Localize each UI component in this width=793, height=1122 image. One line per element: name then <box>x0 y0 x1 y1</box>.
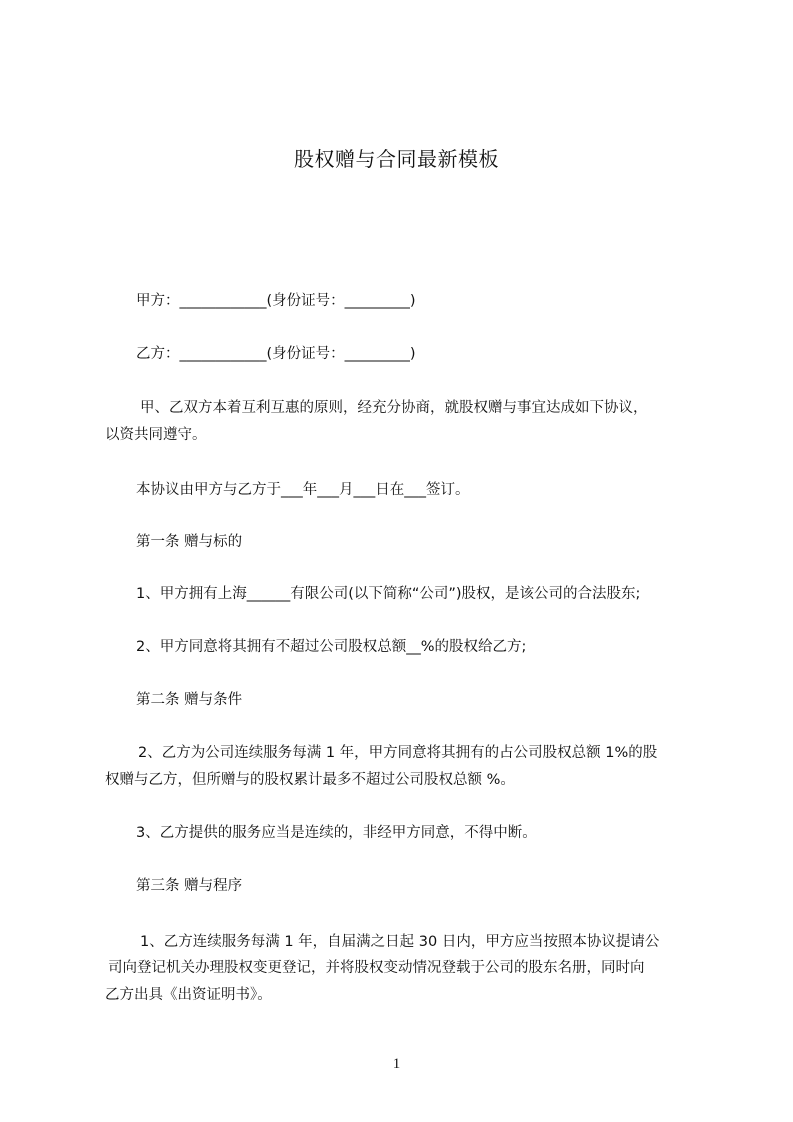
article-2-clause-2-line-1: 2、乙方为公司连续服务每满 1 年，甲方同意将其拥有的占公司股权总额 1%的股 <box>138 745 658 761</box>
page-number: 1 <box>392 1056 401 1072</box>
article-2-heading: 第二条 赠与条件 <box>136 692 243 708</box>
party-a-line: 甲方：____________(身份证号：_________) <box>136 293 416 309</box>
signing-line: 本协议由甲方与乙方于___年___月___日在___签订。 <box>136 482 470 498</box>
document-title: 股权赠与合同最新模板 <box>294 147 499 171</box>
article-3-clause-1-line-3: 乙方出具《出资证明书》。 <box>105 987 272 1003</box>
article-2-clause-3: 3、乙方提供的服务应当是连续的，非经甲方同意，不得中断。 <box>136 825 537 841</box>
article-1-heading: 第一条 赠与标的 <box>136 534 243 550</box>
article-1-clause-1: 1、甲方拥有上海______有限公司(以下简称“公司”)股权，是该公司的合法股东; <box>136 586 641 602</box>
article-2-clause-2-line-2: 权赠与乙方，但所赠与的股权累计最多不超过公司股权总额 %。 <box>105 772 515 788</box>
article-3-clause-1-line-1: 1、乙方连续服务每满 1 年，自届满之日起 30 日内，甲方应当按照本协议提请公 <box>140 934 660 950</box>
article-3-clause-1-line-2: 司向登记机关办理股权变更登记，并将股权变动情况登载于公司的股东名册，同时向 <box>108 960 645 976</box>
preamble-line-2: 以资共同遵守。 <box>105 427 207 443</box>
article-3-heading: 第三条 赠与程序 <box>136 878 243 894</box>
article-1-clause-2: 2、甲方同意将其拥有不超过公司股权总额__%的股权给乙方; <box>136 639 527 655</box>
party-b-line: 乙方：____________(身份证号：_________) <box>136 346 416 362</box>
preamble-line-1: 甲、乙双方本着互利互惠的原则，经充分协商，就股权赠与事宜达成如下协议， <box>140 400 648 416</box>
